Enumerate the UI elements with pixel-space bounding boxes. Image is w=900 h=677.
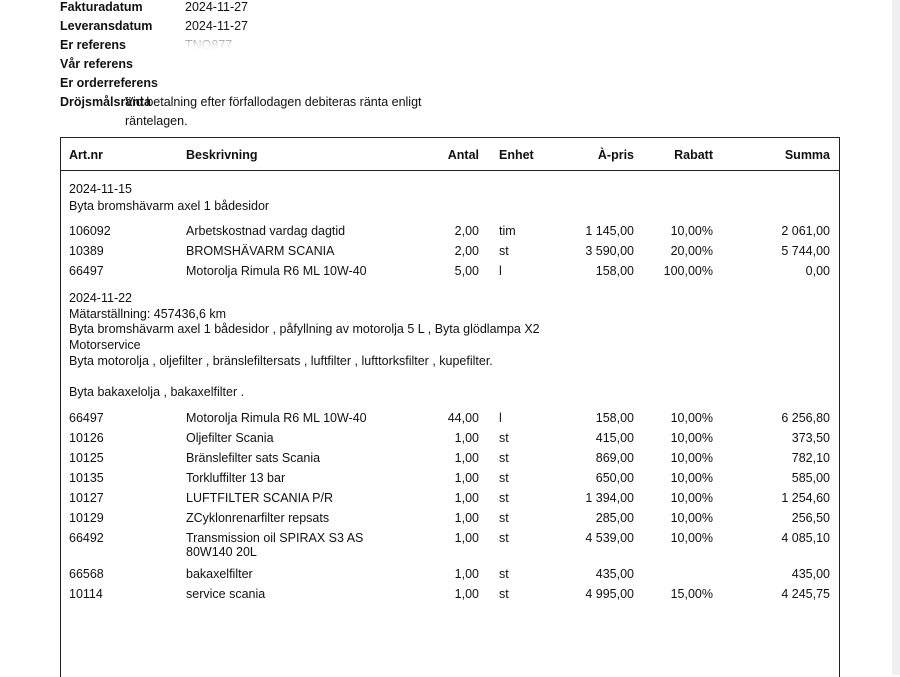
cell-discount: 10,00% <box>670 451 713 465</box>
group-description: Motorservice <box>69 338 141 352</box>
cell-unit-price: 4 539,00 <box>585 531 634 545</box>
table-row <box>61 431 839 451</box>
cell-quantity: 2,00 <box>454 244 479 258</box>
meta-label: Dröjsmålsränta <box>60 95 152 109</box>
table-row <box>61 531 839 565</box>
group-odometer: Mätarställning: 457436,6 km <box>69 307 227 321</box>
cell-total: 5 744,00 <box>781 244 830 258</box>
cell-unit: st <box>499 451 509 465</box>
cell-quantity: 1,00 <box>454 451 479 465</box>
cell-unit-price: 650,00 <box>595 471 634 485</box>
group-description: Byta bakaxelolja , bakaxelfilter . <box>69 385 245 399</box>
cell-unit-price: 4 995,00 <box>585 587 634 601</box>
cell-description: Oljefilter Scania <box>186 431 274 445</box>
group-description: Byta bromshävarm axel 1 bådesidor , påfyllning av motorolja 5 L , Byta glödlampa X2 <box>69 322 540 336</box>
table-row <box>61 411 839 431</box>
table-row <box>61 471 839 491</box>
cell-quantity: 2,00 <box>454 224 479 238</box>
cell-unit: st <box>499 567 509 581</box>
redacted-area <box>160 38 340 86</box>
cell-total: 0,00 <box>805 264 830 278</box>
meta-label: Fakturadatum <box>60 0 143 14</box>
cell-discount: 10,00% <box>670 431 713 445</box>
cell-art-nr: 66497 <box>69 264 104 278</box>
cell-unit-price: 285,00 <box>595 511 634 525</box>
cell-description: LUFTFILTER SCANIA P/R <box>186 491 334 505</box>
cell-quantity: 1,00 <box>454 491 479 505</box>
table-header <box>61 138 839 171</box>
cell-art-nr: 10135 <box>69 471 104 485</box>
table-row <box>61 451 839 471</box>
group-date: 2024-11-15 <box>69 182 133 196</box>
cell-quantity: 1,00 <box>454 567 479 581</box>
cell-total: 435,00 <box>791 567 830 581</box>
cell-total: 585,00 <box>791 471 830 485</box>
cell-unit: st <box>499 531 509 545</box>
cell-quantity: 1,00 <box>454 471 479 485</box>
cell-discount: 100,00% <box>663 264 713 278</box>
cell-quantity: 1,00 <box>454 511 479 525</box>
table-row <box>61 511 839 531</box>
table-row <box>61 567 839 587</box>
cell-art-nr: 66497 <box>69 411 104 425</box>
cell-unit: st <box>499 431 509 445</box>
cell-total: 2 061,00 <box>781 224 830 238</box>
penalty-interest-text: Vid betalning efter förfallodagen debiteras ränta enligt räntelagen. <box>125 95 422 128</box>
cell-description: service scania <box>186 587 266 601</box>
cell-total: 782,10 <box>791 451 830 465</box>
cell-unit-price: 1 145,00 <box>585 224 634 238</box>
meta-label: Er orderreferens <box>60 76 158 90</box>
header-quantity: Antal <box>447 148 479 162</box>
meta-label: Leveransdatum <box>60 19 153 33</box>
cell-description: Bränslefilter sats Scania <box>186 451 321 465</box>
cell-art-nr: 66568 <box>69 567 104 581</box>
cell-description: Transmission oil SPIRAX S3 AS 80W140 20L <box>186 531 364 559</box>
cell-unit-price: 1 394,00 <box>585 491 634 505</box>
cell-discount: 10,00% <box>670 471 713 485</box>
cell-unit-price: 435,00 <box>595 567 634 581</box>
cell-unit-price: 869,00 <box>595 451 634 465</box>
cell-description: BROMSHÄVARM SCANIA <box>186 244 335 258</box>
header-art-nr: Art.nr <box>69 148 104 162</box>
header-unit: Enhet <box>499 148 534 162</box>
header-unit-price: À-pris <box>597 148 634 162</box>
cell-unit-price: 158,00 <box>595 411 634 425</box>
table-row <box>61 491 839 511</box>
cell-discount: 15,00% <box>670 587 713 601</box>
table-row <box>61 244 839 264</box>
cell-description: bakaxelfilter <box>186 567 253 581</box>
cell-unit-price: 158,00 <box>595 264 634 278</box>
cell-description: Motorolja Rimula R6 ML 10W-40 <box>186 411 367 425</box>
cell-art-nr: 10114 <box>69 587 103 601</box>
cell-total: 373,50 <box>791 431 830 445</box>
cell-description: ZCyklonrenarfilter repsats <box>186 511 330 525</box>
meta-label: Er referens <box>60 38 127 52</box>
cell-unit-price: 415,00 <box>595 431 634 445</box>
cell-description: Motorolja Rimula R6 ML 10W-40 <box>186 264 367 278</box>
group-date: 2024-11-22 <box>69 291 133 305</box>
table-row <box>61 264 839 284</box>
cell-art-nr: 106092 <box>69 224 111 238</box>
cell-unit: st <box>499 491 509 505</box>
header-discount: Rabatt <box>674 148 713 162</box>
table-row <box>61 224 839 244</box>
cell-discount: 20,00% <box>670 244 713 258</box>
group-description: Byta bromshävarm axel 1 bådesidor <box>69 199 270 213</box>
cell-art-nr: 10389 <box>69 244 104 258</box>
cell-unit: l <box>499 411 502 425</box>
page-edge <box>892 0 900 675</box>
cell-unit: st <box>499 511 509 525</box>
cell-quantity: 5,00 <box>454 264 479 278</box>
cell-discount: 10,00% <box>670 491 713 505</box>
invoice-table <box>60 137 840 677</box>
cell-description: Torkluffilter 13 bar <box>186 471 286 485</box>
table-row <box>61 587 839 607</box>
cell-total: 256,50 <box>791 511 830 525</box>
cell-total: 4 085,10 <box>781 531 830 545</box>
cell-unit: st <box>499 587 509 601</box>
cell-total: 4 245,75 <box>781 587 830 601</box>
cell-art-nr: 66492 <box>69 531 104 545</box>
cell-description: Arbetskostnad vardag dagtid <box>186 224 346 238</box>
cell-unit: tim <box>499 224 516 238</box>
cell-art-nr: 10127 <box>69 491 104 505</box>
meta-label: Vår referens <box>60 57 133 71</box>
cell-discount: 10,00% <box>670 531 713 545</box>
cell-discount: 10,00% <box>670 411 713 425</box>
cell-unit: st <box>499 244 509 258</box>
header-description: Beskrivning <box>186 148 258 162</box>
cell-quantity: 1,00 <box>454 531 479 545</box>
cell-quantity: 1,00 <box>454 431 479 445</box>
cell-unit: l <box>499 264 502 278</box>
cell-unit: st <box>499 471 509 485</box>
cell-total: 6 256,80 <box>781 411 830 425</box>
cell-quantity: 1,00 <box>454 587 479 601</box>
cell-art-nr: 10126 <box>69 431 104 445</box>
meta-value: 2024-11-27 <box>185 0 249 14</box>
group-description: Byta motorolja , oljefilter , bränslefiltersats , luftfilter , lufttorksfilter , kupefilter. <box>69 354 493 368</box>
cell-art-nr: 10125 <box>69 451 104 465</box>
cell-total: 1 254,60 <box>781 491 830 505</box>
cell-quantity: 44,00 <box>447 411 479 425</box>
cell-unit-price: 3 590,00 <box>585 244 634 258</box>
cell-discount: 10,00% <box>670 224 713 238</box>
cell-discount: 10,00% <box>670 511 713 525</box>
cell-art-nr: 10129 <box>69 511 104 525</box>
meta-value: 2024-11-27 <box>185 19 249 33</box>
header-total: Summa <box>784 148 830 162</box>
